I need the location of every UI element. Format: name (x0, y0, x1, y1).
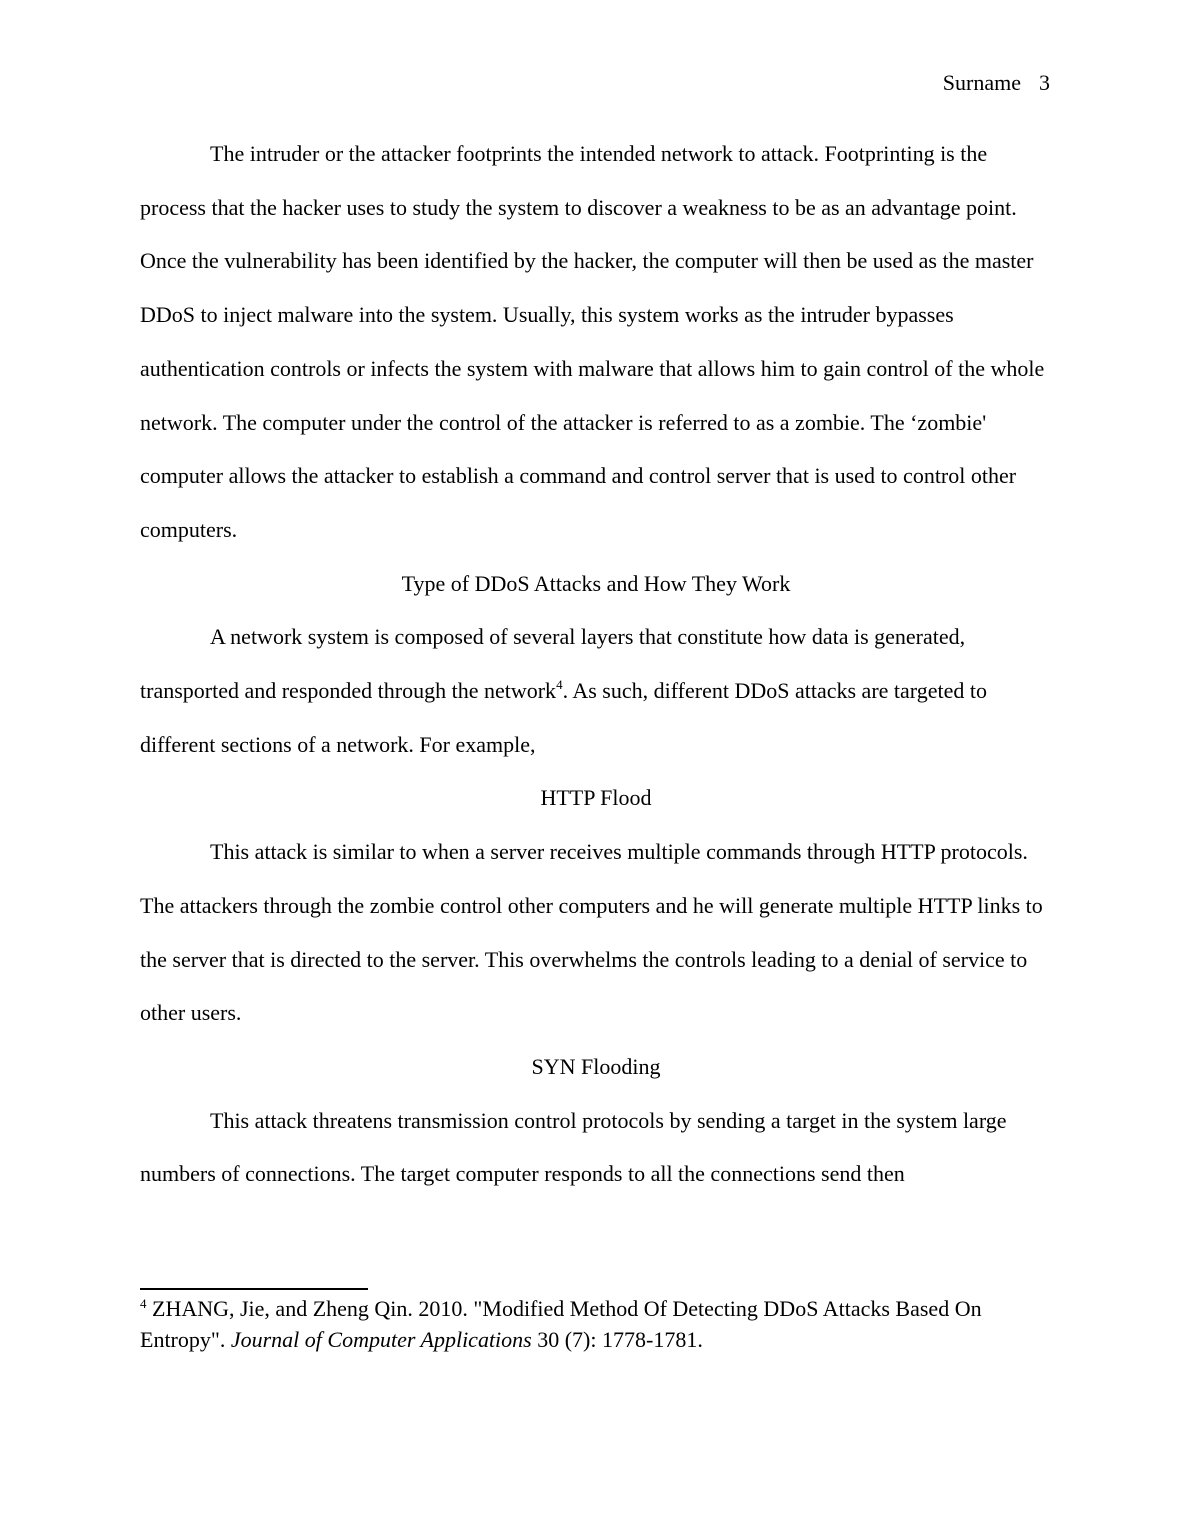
paragraph-network-layers (140, 610, 1052, 771)
section-heading-ddos-types: Type of DDoS Attacks and How They Work (401, 570, 791, 596)
paragraph-http-flood: This attack is similar to when a server receives multiple commands through HTTP protocols. The attackers through the zombie control other computers and he will generate multiple HTTP links to the server that is directed to the server. This overwhelms the controls leading to a denial of service to other users. (140, 839, 1043, 1026)
paragraph-footprinting: The intruder or the attacker footprints the intended network to attack. Footprinting is the process that the hacker uses to study the system to discover a weakness to be as an advantage point. Once the vulnerability has been identified by the hacker, the computer will then be used as the master DDoS to inject malware into the system. Usually, this system works as the intruder bypasses authentication controls or infects the system with malware that allows him to gain control of the whole network. The computer under the control of the attacker is referred to as a zombie. The ‘zombie' computer allows the attacker to establish a command and control server that is used to control other computers. (140, 141, 1045, 542)
paragraph-network-layers-text-1: A network system is composed of several layers that constitute how data is generated, transported and responded through the network (140, 624, 966, 704)
section-heading-http-flood: HTTP Flood (540, 785, 652, 811)
header-page-number: 3 (1039, 70, 1050, 95)
footnote-reference: 4 (556, 677, 563, 693)
footnote-citation-details: 30 (7): 1778-1781. (531, 1327, 703, 1352)
footnote-separator (140, 1288, 368, 1290)
footnote-citation-text: ZHANG, Jie, and Zheng Qin. 2010. "Modified Method Of Detecting DDoS Attacks Based On Entropy". (140, 1296, 982, 1352)
paragraph-syn-flooding: This attack threatens transmission control protocols by sending a target in the system large numbers of connections. The target computer responds to all the connections send then (140, 1107, 1007, 1187)
footnote-number: 4 (140, 1296, 147, 1311)
footnote (140, 1293, 1052, 1355)
header-surname: Surname (942, 70, 1021, 95)
body-text (140, 127, 1052, 1201)
section-heading-syn-flooding: SYN Flooding (531, 1053, 661, 1079)
paragraph-network-layers-text-2: . As such, different DDoS attacks are targeted to different sections of a network. For example, (140, 678, 987, 757)
running-head (943, 68, 1050, 98)
footnote-journal-title: Journal of Computer Applications (230, 1327, 532, 1352)
